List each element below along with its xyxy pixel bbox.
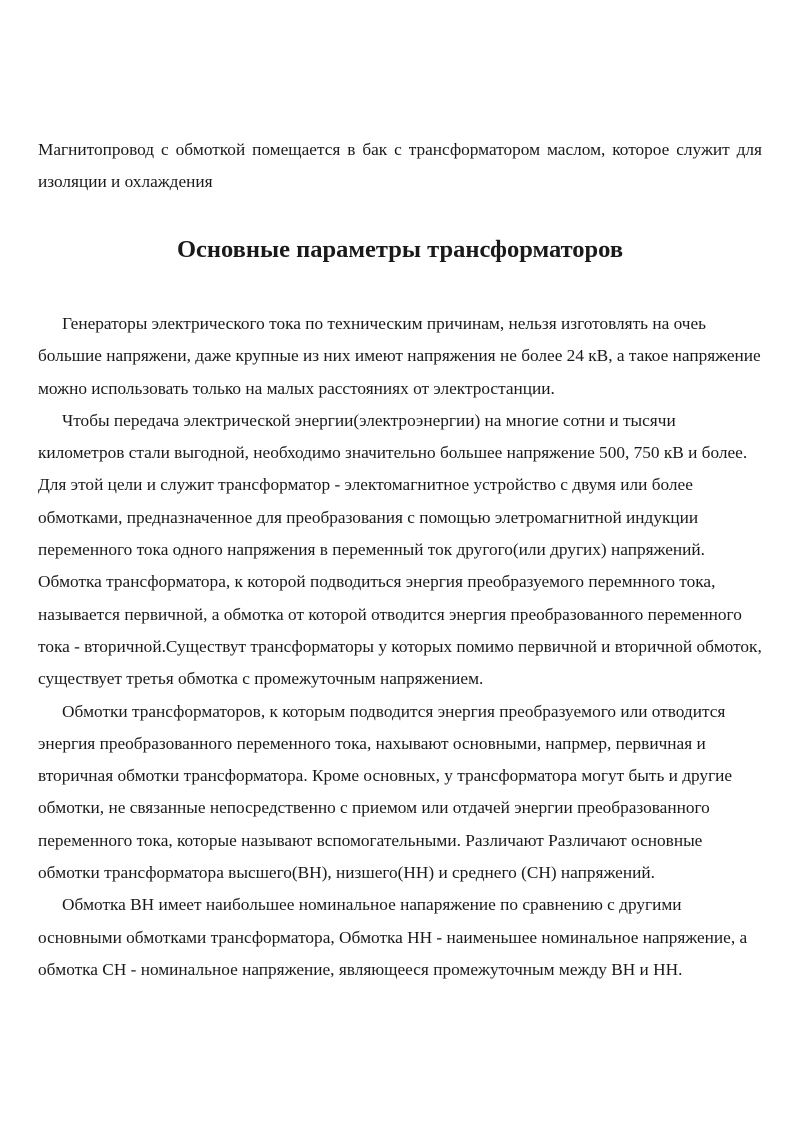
paragraph-hv-winding: Обмотка ВН имеет наибольшее номинальное напаряжение по сравнению с другими основными обмотками трансформатора, Обмотка НН - наименьшее номинальное напряжение, а обмотка СН - номинальное напряжение, являющееся промежуточным между ВН и НН. [38, 895, 748, 979]
intro-paragraph: Магнитопровод с обмоткой помещается в бак с трансформатором маслом, которое служит для изоляции и охлаждения [38, 140, 762, 191]
section-heading: Основные параметры трансформаторов [176, 236, 624, 263]
section-body [38, 308, 762, 986]
paragraph-windings: Обмотки трансформаторов, к которым подводится энергия преобразуемого или отводится энергия преобразованного переменного тока, нахывают основными, напрмер, первичная и вторичная обмотки трансформатора. Кроме основных, у трансформатора могут быть и другие обмотки, не связанные непосредственно с приемом или отдачей энергии преобразованного переменного тока, которые называют вспомогательными. Различают Различают основные обмотки трансформатора высшего(ВН), низшего(НН) и среднего (СН) напряжений. [38, 701, 733, 883]
paragraph-transmission: Чтобы передача электрической энергии(электроэнергии) на многие сотни и тысячи километров стали выгодной, необходимо значительно большее напряжение 500, 750 кВ и более. Для этой цели и служит трансформатор - электомагнитное устройство с двумя или более обмотками, предназначенное для преобразования с помощью элетромагнитной индукции переменного тока одного напряжения в переменный ток другого(или других) напряжений. Обмотка трансформатора, к которой подводиться энергия преобразуемого перемнного тока, называется первичной, а обмотка от которой отводится энергия преобразованного переменного тока - вторичной.Существут трансформаторы у которых помимо первичной и вторичной обмоток, существует третья обмотка с промежуточным напряжением. [38, 410, 762, 689]
paragraph-generators: Генераторы электрического тока по техническим причинам, нельзя изготовлять на очеь большие напряжени, даже крупные из них имеют напряжения не более 24 кВ, а такое напряжение можно использовать только на малых расстояниях от электростанции. [38, 314, 761, 398]
